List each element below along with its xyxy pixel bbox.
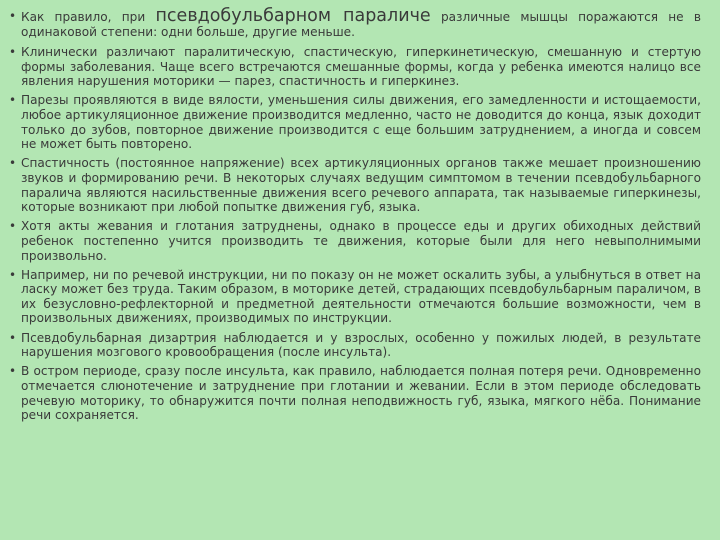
item-text: Парезы проявляются в виде вялости, уменьшения силы движения, его замедленности и истощаемости, любое артикуляционное движение производится медленно, часто не доводится до конца, язык доходит только до зубов, повторное движение производится с еще большим затруднением, а иногда и совсем не может быть повторено. xyxy=(21,93,701,152)
item-text-end: различные мышцы поражаются не в одинаковой степени: одни больше, другие меньше. xyxy=(21,10,701,39)
list-item xyxy=(9,45,701,89)
list-item xyxy=(9,6,701,40)
bullet-icon: • xyxy=(9,330,17,345)
list-item xyxy=(9,93,701,151)
bullet-icon: • xyxy=(9,364,17,379)
item-text: Клинически различают паралитическую, спастическую, гиперкинетическую, смешанную и стертую формы заболевания. Чаще всего встречаются смешанные формы, когда у ребенка имеются налицо все явления нарушения моторики — парез, спастичность и гиперкинез. xyxy=(21,45,701,89)
item-text: В остром периоде, сразу после инсульта, как правило, наблюдается полная потеря речи. Одновременно отмечается слюнотечение и затруднение при глотании и жевании. Если в этом периоде обследовать речевую моторику, то обнаружится почти полная неподвижность губ, языка, мягкого нёба. Понимание речи сохраняется. xyxy=(21,364,701,423)
bullet-list xyxy=(9,6,701,427)
list-item xyxy=(9,219,701,263)
item-text: Псевдобульбарная дизартрия наблюдается и у взрослых, особенно у пожилых людей, в результате нарушения мозгового кровообращения (после инсульта). xyxy=(21,330,701,360)
list-item xyxy=(9,364,701,422)
bullet-icon: • xyxy=(9,267,17,282)
list-item xyxy=(9,268,701,326)
bullet-icon: • xyxy=(9,45,17,59)
item-emphasis: псевдобульбарном параличе xyxy=(155,6,431,26)
item-text-start: Как правило, при xyxy=(21,10,156,24)
item-text: Хотя акты жевания и глотания затруднены, однако в процессе еды и других обиходных действий ребенок постепенно учится производить те движения, которые были для него невыполнимыми произвольно. xyxy=(21,219,701,263)
bullet-icon: • xyxy=(9,9,17,23)
item-text: Например, ни по речевой инструкции, ни по показу он не может оскалить зубы, а улыбнуться в ответ на ласку может без труда. Таким образом, в моторике детей, страдающих псевдобульбарным параличом, в их безусловно-рефлекторной и предметной деятельности отмечаются большие возможности, чем в произвольных движениях, производимых по инструкции. xyxy=(21,267,701,326)
list-item xyxy=(9,331,701,360)
bullet-icon: • xyxy=(9,93,17,108)
list-item xyxy=(9,156,701,214)
bullet-icon: • xyxy=(9,219,17,234)
bullet-icon: • xyxy=(9,156,17,171)
item-text: Спастичность (постоянное напряжение) всех артикуляционных органов также мешает произношению звуков и формированию речи. В некоторых случаях ведущим симптомом в течении псевдобульбарного паралича являются насильственные движения всего речевого аппарата, так называемые гиперкинезы, которые возникают при любой попытке движения губ, языка. xyxy=(21,156,701,215)
